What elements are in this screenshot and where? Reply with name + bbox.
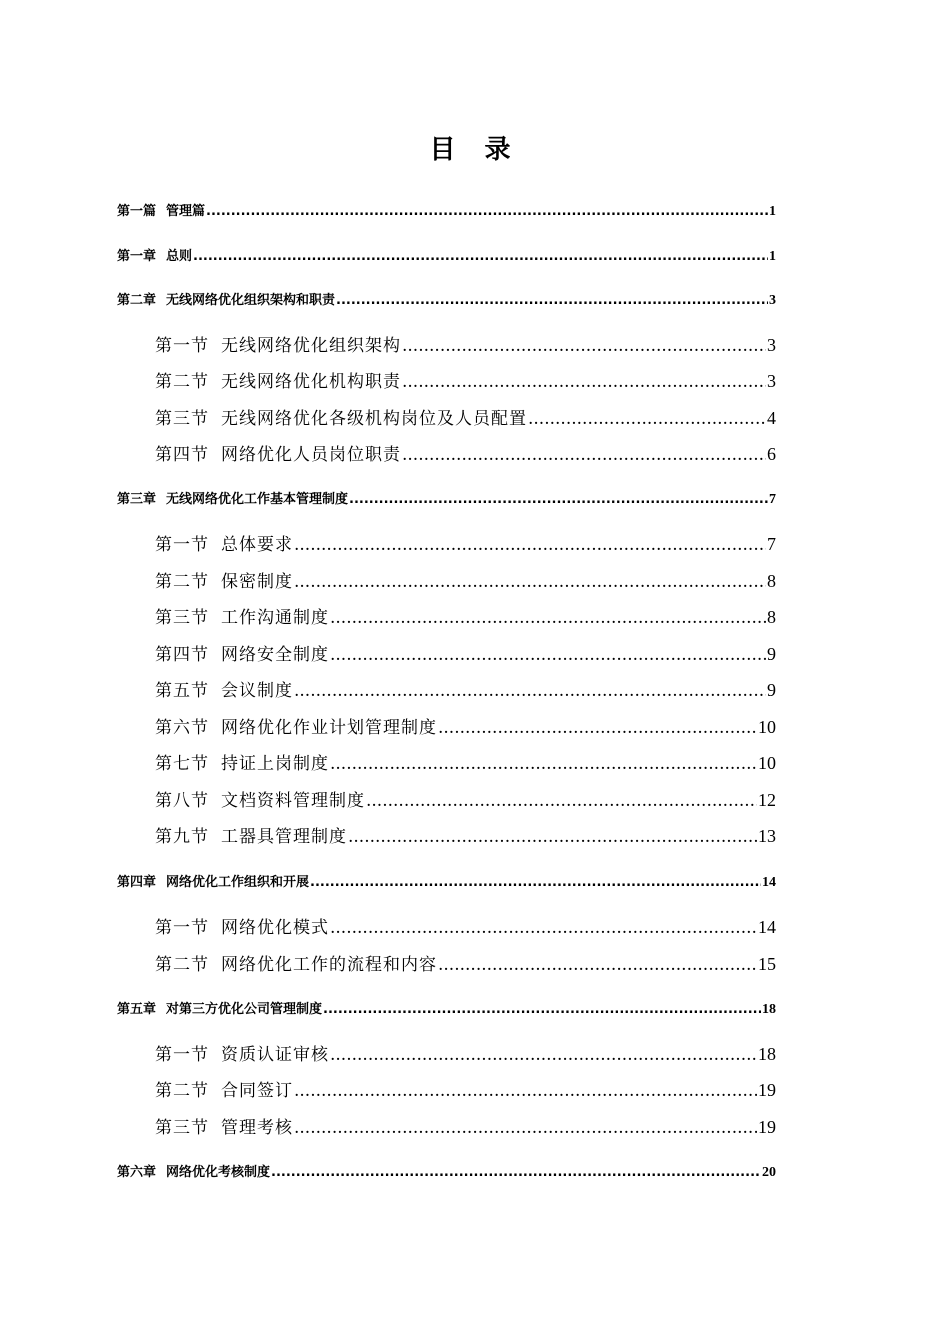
toc-dot-leader — [336, 291, 768, 311]
page-title: 目 录 — [429, 135, 521, 165]
toc-entry-section[interactable] — [155, 531, 776, 557]
toc-page-number: 10 — [758, 753, 776, 773]
toc-dot-leader — [310, 873, 761, 893]
toc-entry-chapter-4[interactable] — [117, 873, 776, 893]
toc-entry-number: 第三章 — [117, 492, 157, 507]
toc-entry-number: 第三节 — [155, 1118, 209, 1138]
toc-entry-section[interactable] — [155, 441, 776, 467]
toc-page-number: 15 — [758, 954, 776, 974]
toc-page-number: 18 — [762, 1002, 776, 1017]
toc-entry-section[interactable] — [155, 823, 776, 849]
toc-entry-number: 第一节 — [155, 918, 209, 938]
toc-entry-section[interactable] — [155, 714, 776, 740]
toc-entry-title: 网络安全制度 — [221, 645, 329, 665]
toc-entry-section[interactable] — [155, 787, 776, 813]
toc-dot-leader — [330, 605, 766, 631]
toc-dot-leader — [438, 952, 757, 978]
toc-dot-leader — [294, 532, 766, 558]
toc-entry-chapter-2[interactable] — [117, 291, 776, 311]
toc-entry-title: 保密制度 — [221, 572, 293, 592]
toc-entry-number: 第三节 — [155, 409, 209, 429]
toc-entry-number: 第八节 — [155, 791, 209, 811]
toc-entry-section[interactable] — [155, 677, 776, 703]
toc-entry-title: 网络优化工作组织和开展 — [166, 875, 310, 890]
toc-dot-leader — [206, 202, 768, 222]
toc-entry-number: 第二章 — [117, 293, 157, 308]
toc-dot-leader — [330, 642, 766, 668]
toc-entry-number: 第一节 — [155, 535, 209, 555]
toc-page-number: 1 — [769, 204, 776, 219]
toc-entry-title: 文档资料管理制度 — [221, 791, 365, 811]
toc-entry-title: 管理考核 — [221, 1118, 293, 1138]
toc-entry-section[interactable] — [155, 368, 776, 394]
toc-entry-section[interactable] — [155, 604, 776, 630]
toc-page-number: 19 — [758, 1117, 776, 1137]
toc-entry-section[interactable] — [155, 332, 776, 358]
toc-entry-number: 第二节 — [155, 572, 209, 592]
toc-entry-chapter-5[interactable] — [117, 1000, 776, 1020]
toc-entry-title: 会议制度 — [221, 681, 293, 701]
toc-page-number: 20 — [762, 1165, 776, 1180]
toc-entry-chapter-6[interactable] — [117, 1163, 776, 1183]
toc-dot-leader — [438, 715, 757, 741]
toc-dot-leader — [271, 1163, 761, 1183]
toc-entry-number: 第五节 — [155, 681, 209, 701]
toc-entry-number: 第一节 — [155, 336, 209, 356]
toc-dot-leader — [294, 1078, 757, 1104]
toc-entry-title: 网络优化考核制度 — [166, 1165, 271, 1180]
toc-entry-number: 第四节 — [155, 645, 209, 665]
toc-entry-title: 总体要求 — [221, 535, 293, 555]
toc-entry-title: 合同签订 — [221, 1081, 293, 1101]
toc-dot-leader — [528, 406, 766, 432]
toc-entry-number: 第七节 — [155, 754, 209, 774]
toc-entry-title: 管理篇 — [166, 204, 206, 219]
toc-page-number: 8 — [767, 607, 776, 627]
toc-page-number: 19 — [758, 1080, 776, 1100]
toc-entry-section[interactable] — [155, 1114, 776, 1140]
toc-entry-number: 第四章 — [117, 875, 157, 890]
toc-page-number: 13 — [758, 826, 776, 846]
toc-entry-title: 网络优化人员岗位职责 — [221, 445, 401, 465]
toc-page-number: 9 — [767, 644, 776, 664]
toc-entry-title: 总则 — [166, 249, 193, 264]
toc-page-number: 7 — [767, 534, 776, 554]
toc-entry-chapter-3[interactable] — [117, 490, 776, 510]
toc-page-number: 14 — [762, 875, 776, 890]
toc-dot-leader — [330, 1042, 757, 1068]
toc-entry-part-1[interactable] — [117, 202, 776, 222]
toc-dot-leader — [402, 369, 766, 395]
toc-entry-number: 第二节 — [155, 372, 209, 392]
toc-entry-title: 无线网络优化组织架构和职责 — [166, 293, 336, 308]
toc-dot-leader — [366, 788, 757, 814]
toc-page-number: 14 — [758, 917, 776, 937]
toc-entry-section[interactable] — [155, 750, 776, 776]
toc-dot-leader — [330, 751, 757, 777]
toc-page-number: 3 — [767, 335, 776, 355]
toc-dot-leader — [402, 442, 766, 468]
toc-entry-section[interactable] — [155, 951, 776, 977]
toc-entry-title: 无线网络优化组织架构 — [221, 336, 401, 356]
toc-entry-section[interactable] — [155, 641, 776, 667]
toc-page-number: 9 — [767, 680, 776, 700]
toc-entry-title: 工器具管理制度 — [221, 827, 347, 847]
toc-entry-title: 网络优化作业计划管理制度 — [221, 718, 437, 738]
toc-entry-number: 第五章 — [117, 1002, 157, 1017]
toc-entry-number: 第三节 — [155, 608, 209, 628]
toc-entry-title: 持证上岗制度 — [221, 754, 329, 774]
toc-dot-leader — [348, 824, 757, 850]
toc-entry-number: 第一节 — [155, 1045, 209, 1065]
toc-entry-title: 无线网络优化机构职责 — [221, 372, 401, 392]
toc-entry-number: 第四节 — [155, 445, 209, 465]
toc-dot-leader — [349, 490, 768, 510]
toc-page-number: 1 — [769, 249, 776, 264]
toc-dot-leader — [294, 569, 766, 595]
toc-entry-title: 网络优化模式 — [221, 918, 329, 938]
toc-dot-leader — [323, 1000, 761, 1020]
toc-page-number: 6 — [767, 444, 776, 464]
toc-entry-chapter-1[interactable] — [117, 247, 776, 267]
toc-entry-title: 对第三方优化公司管理制度 — [166, 1002, 323, 1017]
toc-entry-number: 第六章 — [117, 1165, 157, 1180]
toc-entry-number: 第九节 — [155, 827, 209, 847]
toc-dot-leader — [193, 247, 768, 267]
toc-entry-title: 无线网络优化各级机构岗位及人员配置 — [221, 409, 527, 429]
toc-entry-title: 工作沟通制度 — [221, 608, 329, 628]
toc-page-number: 8 — [767, 571, 776, 591]
toc-entry-title: 资质认证审核 — [221, 1045, 329, 1065]
toc-dot-leader — [294, 678, 766, 704]
toc-entry-number: 第六节 — [155, 718, 209, 738]
toc-dot-leader — [402, 333, 766, 359]
toc-entry-number: 第一章 — [117, 249, 157, 264]
toc-page-number: 10 — [758, 717, 776, 737]
toc-entry-number: 第一篇 — [117, 204, 157, 219]
toc-entry-section[interactable] — [155, 914, 776, 940]
toc-entry-number: 第二节 — [155, 955, 209, 975]
toc-dot-leader — [330, 915, 757, 941]
toc-entry-section[interactable] — [155, 568, 776, 594]
toc-page-number: 3 — [769, 293, 776, 308]
toc-entry-title: 无线网络优化工作基本管理制度 — [166, 492, 349, 507]
toc-entry-section[interactable] — [155, 1077, 776, 1103]
toc-dot-leader — [294, 1115, 757, 1141]
toc-page-number: 7 — [769, 492, 776, 507]
toc-entry-title: 网络优化工作的流程和内容 — [221, 955, 437, 975]
toc-page-number: 18 — [758, 1044, 776, 1064]
toc-entry-section[interactable] — [155, 405, 776, 431]
toc-page-number: 3 — [767, 371, 776, 391]
toc-page-number: 4 — [767, 408, 776, 428]
toc-page-number: 12 — [758, 790, 776, 810]
toc-entry-section[interactable] — [155, 1041, 776, 1067]
toc-entry-number: 第二节 — [155, 1081, 209, 1101]
